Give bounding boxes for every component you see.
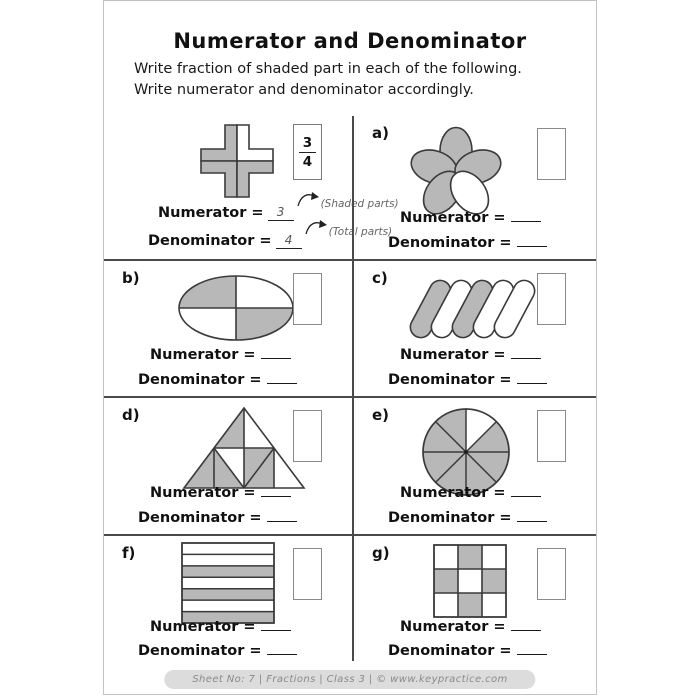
denominator-row xyxy=(138,641,297,659)
numerator-blank xyxy=(511,345,541,359)
fraction-box xyxy=(293,124,322,180)
numerator-label: Numerator = xyxy=(150,619,256,635)
footer-badge: Sheet No: 7 | Fractions | Class 3 | © www.keypractice.com xyxy=(164,670,535,689)
worksheet-page xyxy=(103,0,597,695)
denominator-label: Denominator = xyxy=(138,510,262,526)
page-title: Numerator and Denominator xyxy=(173,29,527,53)
problem-letter: b) xyxy=(122,269,140,287)
instructions xyxy=(134,59,596,101)
problem-cell-a xyxy=(352,116,596,259)
problem-cell-c xyxy=(352,259,596,396)
numerator-row xyxy=(150,345,291,363)
numerator-blank xyxy=(511,208,541,222)
ellipse-shape xyxy=(176,273,296,347)
numerator-blank xyxy=(511,617,541,631)
denominator-row xyxy=(388,641,547,659)
numerator-row xyxy=(400,345,541,363)
problem-cell-b xyxy=(104,259,352,396)
numerator-blank xyxy=(261,345,291,359)
fraction-denominator: 4 xyxy=(302,153,313,170)
capsules-shape xyxy=(406,275,540,347)
denominator-blank xyxy=(517,641,547,655)
shaded-parts-note: (Shaded parts) xyxy=(320,198,399,210)
example-cell xyxy=(104,116,399,259)
denominator-blank xyxy=(517,233,547,247)
numerator-label: Numerator = xyxy=(150,347,256,363)
problem-letter: c) xyxy=(372,269,388,287)
fraction-numerator: 3 xyxy=(299,135,316,153)
answer-box xyxy=(537,273,566,325)
denominator-row xyxy=(138,508,297,526)
problem-letter: a) xyxy=(372,124,389,142)
answer-box xyxy=(537,548,566,600)
problem-cell-f xyxy=(104,534,352,661)
instruction-line-1: Write fraction of shaded part in each of the following. xyxy=(134,61,522,77)
problem-cell-g xyxy=(352,534,596,661)
denominator-label: Denominator = xyxy=(388,235,512,251)
answer-box xyxy=(293,273,322,325)
denominator-label: Denominator = xyxy=(388,643,512,659)
answer-box xyxy=(293,548,322,600)
triangle-shape xyxy=(182,406,306,494)
numerator-answer: 3 xyxy=(268,205,294,221)
denominator-row xyxy=(138,370,297,388)
denominator-label: Denominator = xyxy=(388,510,512,526)
worksheet-grid xyxy=(104,116,596,661)
numerator-label: Numerator = xyxy=(400,485,506,501)
stripes-shape xyxy=(180,541,276,629)
numerator-row xyxy=(150,617,291,635)
denominator-label: Denominator = xyxy=(388,372,512,388)
instruction-line-2: Write numerator and denominator accordingly. xyxy=(134,82,474,98)
denominator-row xyxy=(388,370,547,388)
denominator-blank xyxy=(267,641,297,655)
numerator-label: Numerator = xyxy=(400,347,506,363)
problem-letter: g) xyxy=(372,544,390,562)
numerator-row xyxy=(150,483,291,501)
curved-arrow-icon xyxy=(296,191,320,212)
problem-cell-e xyxy=(352,396,596,534)
numerator-label: Numerator = xyxy=(158,205,264,221)
numerator-row xyxy=(400,617,541,635)
denominator-blank xyxy=(267,508,297,522)
denominator-label: Denominator = xyxy=(138,643,262,659)
cross-shape xyxy=(200,124,274,202)
problem-letter: e) xyxy=(372,406,390,424)
problem-letter: f) xyxy=(122,544,136,562)
numerator-blank xyxy=(511,483,541,497)
numerator-blank xyxy=(261,617,291,631)
numerator-label: Numerator = xyxy=(150,485,256,501)
numerator-label: Numerator = xyxy=(400,619,506,635)
numerator-label: Numerator = xyxy=(400,210,506,226)
numerator-row xyxy=(400,208,541,226)
denominator-blank xyxy=(517,508,547,522)
numerator-blank xyxy=(261,483,291,497)
answer-box xyxy=(537,410,566,462)
grid-3x3-shape xyxy=(432,543,508,623)
curved-arrow-icon xyxy=(304,219,328,240)
denominator-label: Denominator = xyxy=(138,372,262,388)
problem-cell-d xyxy=(104,396,352,534)
denominator-answer: 4 xyxy=(276,233,302,249)
denominator-label: Denominator = xyxy=(148,233,272,249)
problem-letter: d) xyxy=(122,406,140,424)
numerator-row xyxy=(400,483,541,501)
denominator-blank xyxy=(267,370,297,384)
denominator-blank xyxy=(517,370,547,384)
total-parts-note: (Total parts) xyxy=(328,226,393,238)
denominator-row xyxy=(388,233,547,251)
denominator-row xyxy=(388,508,547,526)
answer-box xyxy=(537,128,566,180)
answer-box xyxy=(293,410,322,462)
